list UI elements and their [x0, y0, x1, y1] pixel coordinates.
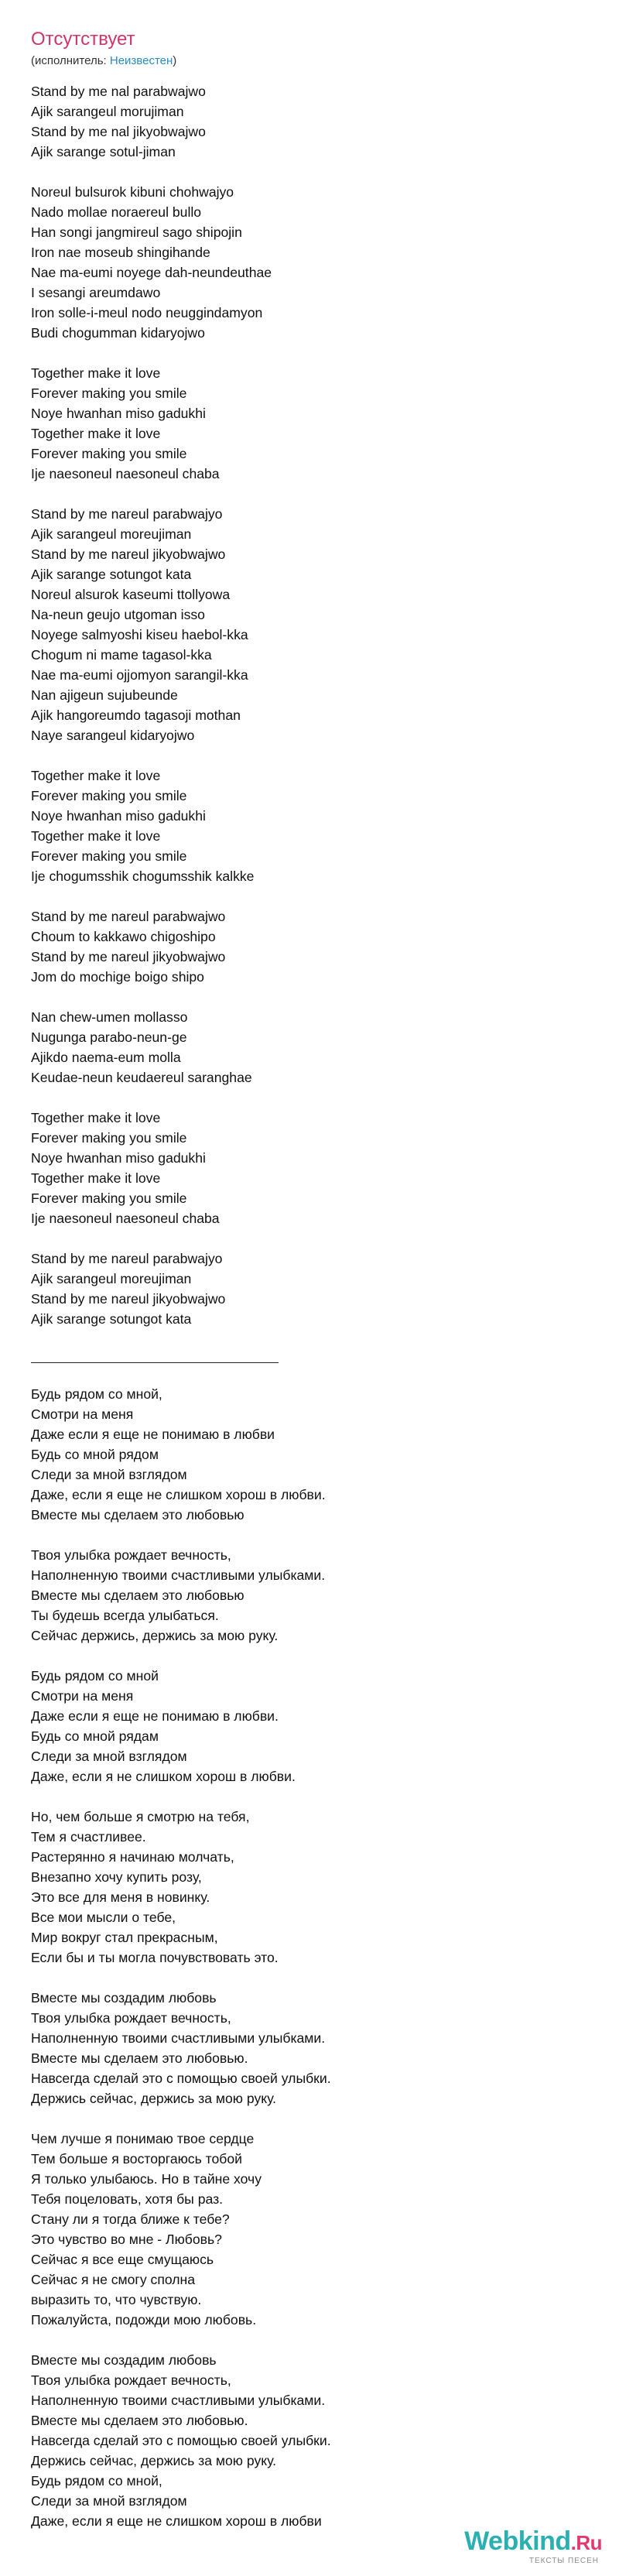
- lyric-line: Nan chew-umen mollasso: [31, 1009, 188, 1025]
- stanza: [31, 1807, 588, 1968]
- stanza: [31, 766, 588, 886]
- lyric-line: Твоя улыбка рождает вечность,: [31, 1547, 231, 1563]
- lyric-line: Навсегда сделай это с помощью своей улыбки.: [31, 2071, 331, 2086]
- section-divider: [31, 1362, 279, 1363]
- lyric-line: Nado mollae noraereul bullo: [31, 204, 202, 220]
- lyric-line: Ajik sarangeul moreujiman: [31, 1271, 192, 1286]
- stanza: [31, 1108, 588, 1228]
- artist-line: [31, 54, 176, 68]
- lyric-line: Но, чем больше я смотрю на тебя,: [31, 1809, 250, 1824]
- lyric-line: Ajik sarangeul morujiman: [31, 104, 184, 119]
- lyric-line: Тебя поцеловать, хотя бы раз.: [31, 2191, 224, 2207]
- lyric-line: Budi chogumman kidaryojwo: [31, 325, 205, 341]
- lyric-line: Chogum ni mame tagasol-kka: [31, 647, 212, 663]
- stanza: [31, 2350, 588, 2531]
- lyric-line: Будь рядом со мной,: [31, 1386, 162, 1402]
- lyric-line: Следи за мной взглядом: [31, 2493, 187, 2509]
- lyric-line: Все мои мысли о тебе,: [31, 1910, 176, 1925]
- lyric-line: Nae ma-eumi ojjomyon sarangil-kka: [31, 667, 248, 683]
- lyric-line: Stand by me nareul parabwajyo: [31, 506, 223, 522]
- lyric-line: Nae ma-eumi noyege dah-neundeuthae: [31, 265, 272, 280]
- lyric-line: Чем лучше я понимаю твое сердце: [31, 2131, 255, 2146]
- lyric-line: Noye hwanhan miso gadukhi: [31, 808, 206, 824]
- lyric-line: Сейчас я не смогу сполна: [31, 2272, 196, 2287]
- stanza: [31, 1007, 588, 1088]
- lyric-line: Вместе мы создадим любовь: [31, 1990, 217, 2006]
- lyric-line: Я только улыбаюсь. Но в тайне хочу: [31, 2171, 262, 2187]
- logo-tagline: ТЕКСТЫ ПЕСЕН: [528, 2557, 599, 2565]
- lyric-line: Together make it love: [31, 1110, 161, 1125]
- artist-suffix: ): [173, 54, 177, 67]
- stanza: [31, 81, 588, 162]
- lyric-line: Forever making you smile: [31, 788, 187, 803]
- stanza: [31, 363, 588, 484]
- lyric-line: Noyege salmyoshi kiseu haebol-kka: [31, 627, 248, 642]
- lyric-line: Ajik sarange sotungot kata: [31, 1311, 192, 1327]
- stanza: [31, 1988, 588, 2108]
- logo-tld: .Ru: [570, 2531, 602, 2554]
- lyric-line: Stand by me nareul parabwajwo: [31, 909, 226, 924]
- lyric-line: Смотри на меня: [31, 1406, 134, 1422]
- lyric-line: Stand by me nal parabwajwo: [31, 84, 206, 99]
- lyric-line: Держись сейчас, держись за мою руку.: [31, 2091, 277, 2106]
- lyric-line: Вместе мы сделаем это любовью: [31, 1588, 245, 1603]
- lyric-line: Будь рядом со мной,: [31, 2473, 162, 2489]
- lyric-line: Naye sarangeul kidaryojwo: [31, 728, 195, 743]
- lyric-line: Stand by me nareul jikyobwajwo: [31, 949, 226, 964]
- lyrics-romanized: [31, 81, 588, 1329]
- lyric-line: Stand by me nal jikyobwajwo: [31, 124, 206, 139]
- lyric-line: Stand by me nareul jikyobwajwo: [31, 546, 226, 562]
- lyric-line: выразить то, что чувствую.: [31, 2292, 202, 2307]
- lyric-line: Будь со мной рядам: [31, 1728, 159, 1744]
- lyric-line: Jom do mochige boigo shipo: [31, 969, 204, 985]
- lyric-line: Choum to kakkawo chigoshipo: [31, 929, 216, 944]
- stanza: [31, 906, 588, 987]
- lyric-line: Стану ли я тогда ближе к тебе?: [31, 2211, 230, 2227]
- lyric-line: Сейчас я все еще смущаюсь: [31, 2252, 214, 2267]
- lyrics-translation: [31, 1384, 588, 2531]
- lyric-line: Тем я счастливее.: [31, 1829, 146, 1845]
- stanza: [31, 2129, 588, 2330]
- lyric-line: I sesangi areumdawo: [31, 285, 161, 300]
- lyric-line: Stand by me nareul jikyobwajwo: [31, 1291, 226, 1307]
- lyric-line: Внезапно хочу купить розу,: [31, 1869, 202, 1885]
- stanza: [31, 504, 588, 745]
- lyric-line: Ajikdo naema-eum molla: [31, 1050, 181, 1065]
- lyric-line: Наполненную твоими счастливыми улыбками.: [31, 2030, 326, 2046]
- lyric-line: Nugunga parabo-neun-ge: [31, 1029, 187, 1045]
- lyric-line: Сейчас держись, держись за мою руку.: [31, 1628, 279, 1643]
- lyric-line: Stand by me nareul parabwajyo: [31, 1251, 223, 1266]
- lyric-line: Держись сейчас, держись за мою руку.: [31, 2453, 277, 2468]
- lyric-line: Твоя улыбка рождает вечность,: [31, 2010, 231, 2026]
- lyric-line: Noye hwanhan miso gadukhi: [31, 406, 206, 421]
- lyric-line: Смотри на меня: [31, 1688, 134, 1704]
- lyric-line: Nan ajigeun sujubeunde: [31, 687, 178, 703]
- song-title: Отсутствует: [31, 29, 135, 50]
- logo-name: Webkind: [464, 2526, 571, 2556]
- stanza: [31, 1249, 588, 1329]
- lyric-line: Навсегда сделай это с помощью своей улыбки.: [31, 2433, 331, 2448]
- lyric-line: Ajik sarange sotungot kata: [31, 567, 192, 582]
- lyric-line: Noreul bulsurok kibuni chohwajyo: [31, 184, 234, 200]
- lyric-line: Следи за мной взглядом: [31, 1749, 187, 1764]
- lyric-line: Мир вокруг стал прекрасным,: [31, 1930, 218, 1945]
- lyric-line: Together make it love: [31, 828, 161, 844]
- lyric-line: Растерянно я начинаю молчать,: [31, 1849, 234, 1865]
- logo-wordmark: [464, 2527, 602, 2557]
- lyric-line: Даже если я еще не понимаю в любви: [31, 1427, 275, 1442]
- artist-prefix: (исполнитель:: [31, 54, 110, 67]
- lyric-line: Тем больше я восторгаюсь тобой: [31, 2151, 242, 2167]
- lyric-line: Forever making you smile: [31, 446, 187, 461]
- stanza: [31, 1384, 588, 1525]
- lyric-line: Noreul alsurok kaseumi ttollyowa: [31, 587, 231, 602]
- lyric-line: Ajik hangoreumdo tagasoji mothan: [31, 707, 241, 723]
- lyric-line: Следи за мной взглядом: [31, 1467, 187, 1482]
- lyric-line: Noye hwanhan miso gadukhi: [31, 1150, 206, 1166]
- artist-link[interactable]: Неизвестен: [109, 54, 173, 67]
- lyric-line: Это все для меня в новинку.: [31, 1889, 210, 1905]
- lyric-line: Вместе мы сделаем это любовью.: [31, 2050, 248, 2066]
- lyric-line: Na-neun geujo utgoman isso: [31, 607, 205, 622]
- lyric-line: Forever making you smile: [31, 1130, 187, 1146]
- lyric-line: Han songi jangmireul sago shipojin: [31, 224, 242, 240]
- lyric-line: Даже, если я не слишком хорош в любви.: [31, 1769, 296, 1784]
- lyric-line: Даже, если я еще не слишком хорош в любви: [31, 2513, 322, 2529]
- lyric-line: Наполненную твоими счастливыми улыбками.: [31, 2393, 326, 2408]
- lyric-line: Together make it love: [31, 768, 161, 783]
- lyric-line: Будь рядом со мной: [31, 1668, 159, 1684]
- lyric-line: Keudae-neun keudaereul saranghae: [31, 1070, 252, 1085]
- lyric-line: Если бы и ты могла почувствовать это.: [31, 1950, 279, 1965]
- lyric-line: Даже если я еще не понимаю в любви.: [31, 1708, 279, 1724]
- lyric-line: Iron nae moseub shingihande: [31, 245, 210, 260]
- lyric-line: Это чувство во мне - Любовь?: [31, 2232, 222, 2247]
- lyric-line: Ajik sarangeul moreujiman: [31, 526, 192, 542]
- lyric-line: Iron solle-i-meul nodo neuggindamyon: [31, 305, 263, 320]
- stanza: [31, 1545, 588, 1646]
- site-logo[interactable]: [464, 2527, 602, 2566]
- lyric-line: Вместе мы сделаем это любовью.: [31, 2413, 248, 2428]
- lyric-line: Наполненную твоими счастливыми улыбками.: [31, 1567, 326, 1583]
- lyric-line: Будь со мной рядом: [31, 1447, 159, 1462]
- lyric-line: Together make it love: [31, 365, 161, 381]
- stanza: [31, 182, 588, 343]
- lyric-line: Ты будешь всегда улыбаться.: [31, 1608, 219, 1623]
- lyric-line: Даже, если я еще не слишком хорош в любви.: [31, 1487, 326, 1502]
- lyric-line: Ije naesoneul naesoneul chaba: [31, 1211, 220, 1226]
- stanza: [31, 1666, 588, 1786]
- lyric-line: Вместе мы создадим любовь: [31, 2352, 217, 2368]
- lyric-line: Вместе мы сделаем это любовью: [31, 1507, 245, 1523]
- lyric-line: Пожалуйста, подожди мою любовь.: [31, 2312, 257, 2328]
- lyric-line: Forever making you smile: [31, 848, 187, 864]
- lyric-line: Ajik sarange sotul-jiman: [31, 144, 176, 159]
- lyric-line: Ije chogumsshik chogumsshik kalkke: [31, 868, 255, 884]
- lyric-line: Together make it love: [31, 1170, 161, 1186]
- lyric-line: Ije naesoneul naesoneul chaba: [31, 466, 220, 481]
- lyric-line: Forever making you smile: [31, 385, 187, 401]
- lyric-line: Твоя улыбка рождает вечность,: [31, 2372, 231, 2388]
- lyric-line: Together make it love: [31, 426, 161, 441]
- lyric-line: Forever making you smile: [31, 1190, 187, 1206]
